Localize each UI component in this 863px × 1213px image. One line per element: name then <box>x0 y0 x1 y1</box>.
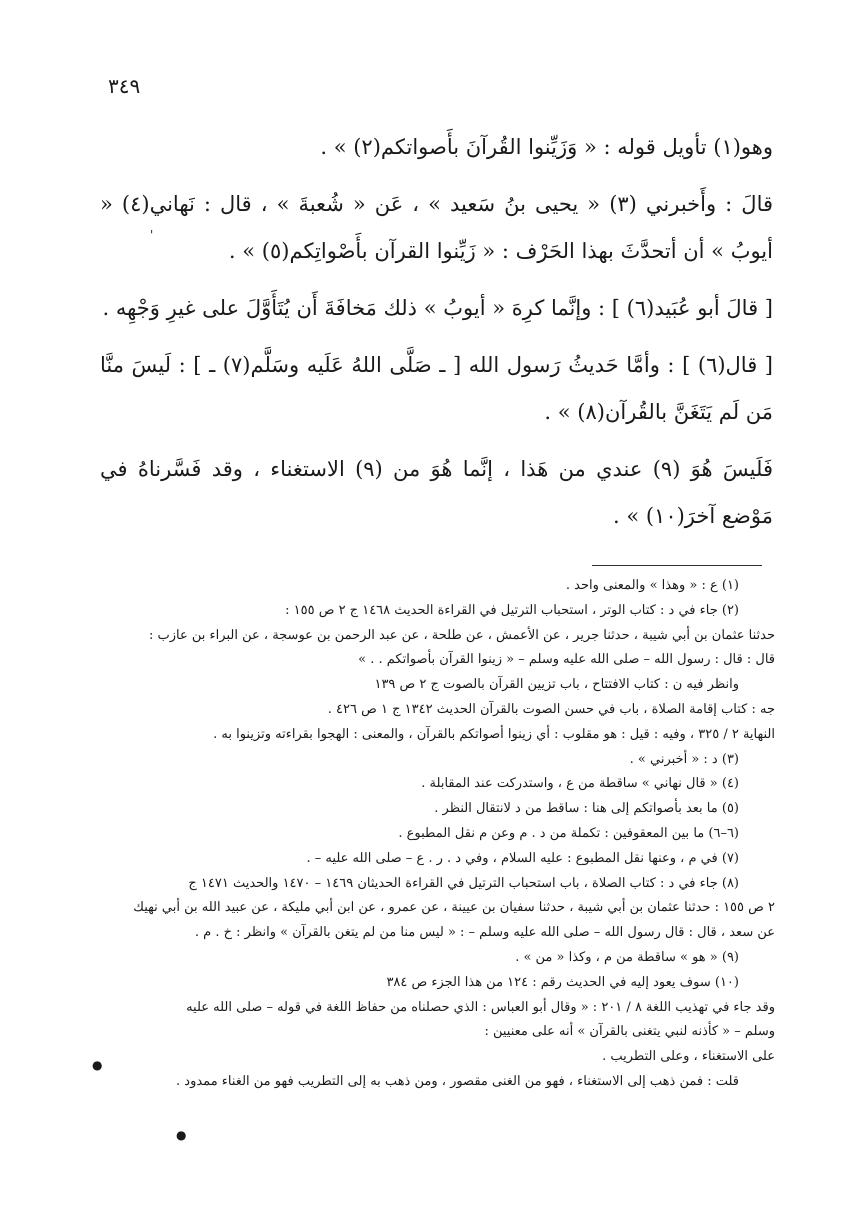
footnote-line: (٢) جاء في د : كتاب الوتر ، استحباب الترتيل في القراءة الحديث ١٤٦٨ ج ٢ ص ١٥٥ : <box>285 602 739 618</box>
margin-bullet: ● <box>176 1128 187 1142</box>
footnote-line: (٦–٦) ما بين المعقوفين : تكملة من د . م وعن م نقل المطبوع . <box>398 825 739 841</box>
footnote-line: وسلم – « كأذنه لنبي يتغنى بالقرآن » أنه على معنيين : <box>484 1024 775 1040</box>
footnote-line: عن سعد ، قال : قال رسول الله – صلى الله عليه وسلم – : « ليس منا من لم يتغن بالقرآن » وانظر : خ . م . <box>194 925 775 941</box>
main-paragraph-3: [ قالَ أبو عُبَيد(٦) ] : وإنَّما كرِهَ « أيوبُ » ذلك مَخافَةَ أَن يُتَأَوَّلَ على غيرِ وَجْهِه . <box>102 296 773 320</box>
footnote-line: (٨) جاء في د : كتاب الصلاة ، باب استحباب الترتيل في القراءة الحديثان ١٤٦٩ – ١٤٧٠ والحديث ١٤٧١ ج <box>188 875 739 891</box>
footnote-line: جه : كتاب إقامة الصلاة ، باب في حسن الصوت بالقرآن الحديث ١٣٤٢ ج ١ ص ٤٢٦ . <box>327 701 775 717</box>
footnote-line: قلت : فمن ذهب إلى الاستغناء ، فهو من الغنى مقصور ، ومن ذهب به إلى التطريب فهو من الغناء ممدود . <box>176 1073 739 1089</box>
footnote-line: النهاية ٢ / ٣٢٥ ، وفيه : قيل : هو مقلوب : أي زينوا أصواتكم بالقرآن ، والمعنى : الهجوا بقراءته وتزينوا به . <box>213 726 775 742</box>
main-paragraph-1: وهو(١) تأويل قوله : « وَزَيِّنوا القُرآنَ بأَصواتكم(٢) » . <box>320 135 773 159</box>
footnote-line: (١) ع : « وهذا » والمعنى واحد . <box>565 578 739 593</box>
footnote-line: قال : قال : رسول الله – صلى الله عليه وسلم – « زينوا القرآن بأصواتكم . . » <box>358 652 775 668</box>
footnote-line: (٤) « قال نهاني » ساقطة من ع ، واستدركت عند المقابلة . <box>421 776 739 792</box>
footnote-line: (٥) ما بعد بأصواتكم إلى هنا : ساقط من د لانتقال النظر . <box>434 801 739 817</box>
page-number: ٣٤٩ <box>108 74 141 98</box>
margin-bullet: ● <box>92 1058 103 1072</box>
footnote-line: وانظر فيه ن : كتاب الافتتاح ، باب تزيين القرآن بالصوت ج ٢ ص ١٣٩ <box>374 677 739 693</box>
main-paragraph-4: [ قال(٦) ] : وأمَّا حَديثُ رَسول الله [ ـ صَلَّى اللهُ عَلَيه وسَلَّم(٧) ـ ] : لَيسَ منَّا مَن لَم يَتَغَنَّ بالقُرآن(٨) » . <box>100 353 774 424</box>
footnote-line: (١٠) سوف يعود إليه في الحديث رقم : ١٢٤ من هذا الجزء ص ٣٨٤ <box>386 974 739 990</box>
main-paragraph-5: فَلَيسَ هُوَ (٩) عندي من هَذا ، إنَّما هُوَ من (٩) الاستغناء ، وقد فَسَّرناهُ في مَوْضع آخرَ(١٠) » . <box>100 457 774 528</box>
footnote-line: (٣) د : « أخبرني » . <box>629 751 739 767</box>
main-paragraph-2: قالَ : وأَخبرني (٣) « يحيى بنُ سَعيد » ، عَن « شُعبةَ » ، قال : نَهاني(٤) « أيوبُ » أن أتحدَّثَ بهذا الحَرْف : « زَيِّنوا القرآن بأَصْواتِكم(٥) » . <box>100 192 774 263</box>
footnotes <box>84 574 775 1095</box>
footnote-divider <box>592 565 762 566</box>
footnote-line: على الاستغناء ، وعلى التطريب . <box>602 1049 775 1065</box>
footnote-line: حدثنا عثمان بن أبي شيبة ، حدثنا جرير ، عن الأعمش ، عن طلحة ، عن عبد الرحمن بن عوسجة ، عن البراء بن عازب : <box>149 627 775 643</box>
margin-mark: ' <box>150 228 154 242</box>
main-text <box>100 124 773 550</box>
footnote-line: ٢ ص ١٥٥ : حدثنا عثمان بن أبي شيبة ، حدثنا سفيان بن عيينة ، عن عمرو ، عن ابن أبي مليكة ، عن عبيد الله بن أبي نهيك <box>133 900 775 916</box>
footnote-line: (٩) « هو » ساقطة من م ، وكذا « من » . <box>515 949 739 965</box>
footnote-line: (٧) في م ، وعنها نقل المطبوع : عليه السلام ، وفي د . ر . ع – صلى الله عليه – . <box>306 850 739 866</box>
footnote-line: وقد جاء في تهذيب اللغة ٨ / ٢٠١ : « وقال أبو العباس : الذي حصلناه من حفاظ اللغة في قوله – صلى الله عليه <box>186 999 775 1015</box>
